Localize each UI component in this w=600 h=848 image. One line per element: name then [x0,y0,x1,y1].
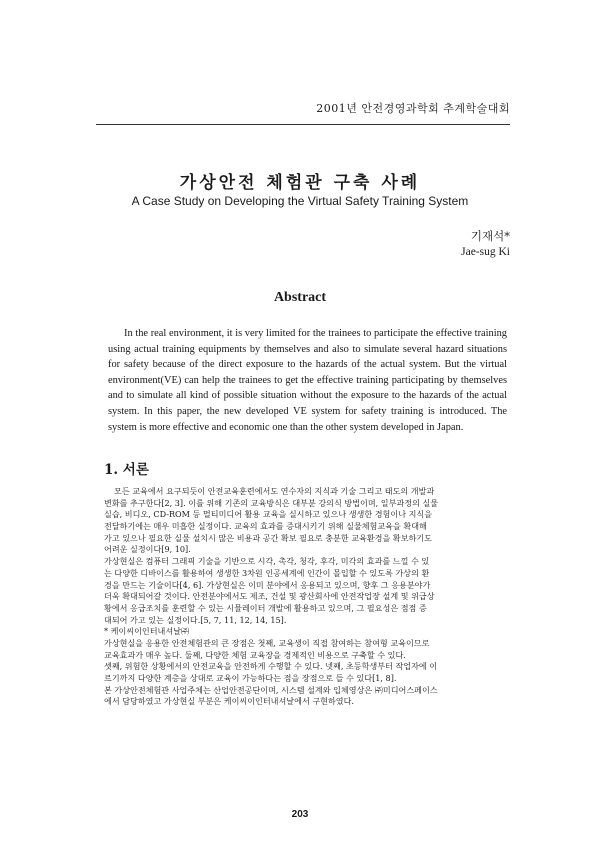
body-line: 가상현실은 컴퓨터 그래픽 기술을 기반으로 시각, 촉각, 청각, 후각, 미각의 효과를 느낄 수 있 [104,556,430,567]
author-english: Jae-sug Ki [461,246,510,258]
body-line: 가상현실을 응용한 안전체험관의 큰 장점은 첫째, 교육생이 직접 참여하는 참여형 교육이므로 [104,637,430,648]
body-line: 실습, 비디오, CD-ROM 등 멀티미디어 활용 교육을 실시하고 있으나 생생한 경험이나 지식을 [104,509,433,520]
body-line: 전달하기에는 매우 미흡한 실정이다. 교육의 효과를 증대시키기 위해 실물체험교육을 확대해 [104,521,427,532]
title-english: A Case Study on Developing the Virtual Safety Training System [131,194,469,208]
body-line: 교육효과가 매우 높다. 둘째, 다양한 체험 교육장을 경제적인 비용으로 구축할 수 있다. [104,649,406,660]
title-korean: 가상안전 체험관 구축 사례 [179,173,421,193]
body-line: 는 다양한 디바이스를 활용하여 생생한 3차원 인공세계에 인간이 몰입할 수 있도록 가상의 환 [104,567,430,578]
body-line: 더욱 확대되어갈 것이다. 안전분야에서도 제조, 건설 및 광산회사에 안전작업장 설계 및 위급상 [104,591,435,602]
body-line: 변화를 추구한다[2, 3]. 이를 위해 기존의 교육방식은 대부분 강의식 방법이며, 일부과정의 실물 [104,497,439,508]
body-line: 에서 담당하였고 가상현실 부분은 케이씨이인터내셔날에서 구현하였다. [104,696,354,707]
conference-header: 2001년 안전경영과학회 추계학술대회 [316,102,510,115]
section-body [104,486,514,708]
body-line: 본 가상안전체험관 사업주체는 산업안전공단이며, 시스템 설계와 입체영상은 ㈜미디어스페이스 [104,684,438,695]
body-line: 셋째, 위험한 상황에서의 안전교육을 안전하게 수행할 수 있다. 넷째, 초등학생부터 작업자에 이 [104,661,438,672]
body-line: 르기까지 다양한 계층을 상대로 교육이 가능하다는 점을 장점으로 들 수 있다[1, 8]. [104,673,397,683]
page-number: 203 [291,809,309,820]
author-korean: 기재석* [470,229,510,243]
body-line: 황에서 응급조치를 훈련할 수 있는 시뮬레이터 개발에 활용하고 있으며, 그 필요성은 점점 증 [104,602,427,613]
abstract-heading: Abstract [273,290,327,305]
header-rule [96,124,510,125]
body-line: 가고 있으나 필요한 실물 설치시 많은 비용과 공간 확보 필요로 충분한 교육환경을 확보하기도 [104,532,432,543]
section-heading: 1. 서론 [104,462,149,478]
abstract-text: In the real environment, it is very limited for the trainees to participate the effective training using actual training equipments by themselves and also to simulate several hazard situations for safety because of the direct exposure to the hazards of the actual system. But the virtual environment(VE) can help the trainees to get the effective training participating by themselves and to simulate all kind of possible situation without the exposure to the hazards of the actual system. In this paper, the new developed VE system for safety training is introduced. The system is more effective and economic one than the other system developed in Japan. [108,328,507,433]
body-line: 모든 교육에서 요구되듯이 안전교육훈련에서도 연수자의 지식과 기술 그리고 태도의 개발과 [114,486,435,496]
body-line: 어려운 실정이다[9, 10]. [104,544,191,555]
footnote-line: * 케이씨이인터내셔날㈜ [104,626,190,637]
body-line: 경을 만드는 기술이다[4, 6]. 가상현실은 이미 분야에서 응용되고 있으며, 향후 그 응용분야가 [104,579,431,590]
body-line: 대되어 가고 있는 실정이다.[5, 7, 11, 12, 14, 15]. [104,614,287,625]
